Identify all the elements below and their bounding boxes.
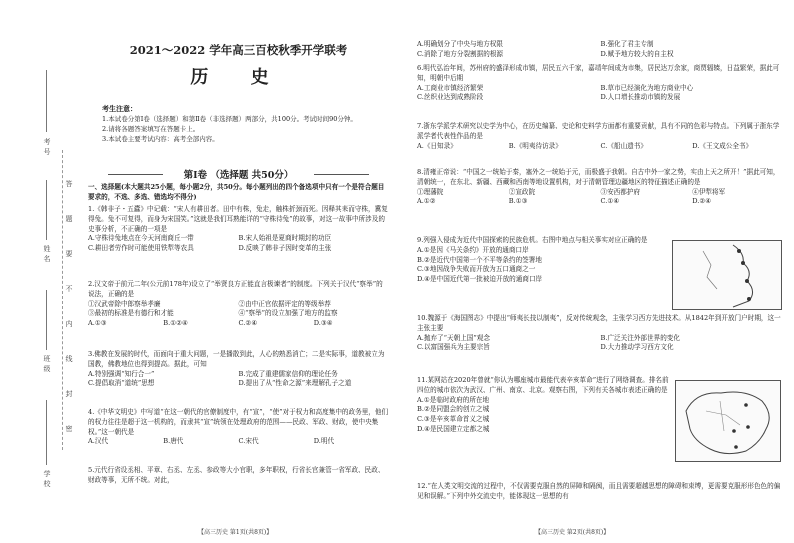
label-school: 学校 — [43, 470, 51, 490]
option-b[interactable]: B.②是近代中国第一个不平等条约的签署地 — [417, 255, 542, 264]
option-d[interactable]: D.④是中国近代第一批被迫开放的通商口岸 — [417, 275, 543, 284]
question-stem: 10.魏源于《海国图志》中提出“师夷长技以制夷”，反对传统观念，主张学习西方先进技术。从1842年到开放门户时期，这一主张主要 — [417, 314, 781, 332]
cut-2: 题 — [65, 215, 73, 225]
option-b[interactable]: B.①③ — [508, 197, 528, 206]
subject-title: 历 史 — [190, 67, 287, 88]
section-heading: 第Ⅰ卷 （选择题 共50分） — [183, 170, 294, 181]
option-d[interactable]: D.人口增长推动市镇的发展 — [600, 93, 681, 102]
note-item: 3.本试卷主要考试内容：高考全部内容。 — [102, 135, 219, 143]
option-a[interactable]: A.明确划分了中央与地方权限 — [417, 40, 503, 48]
china-map-figure — [675, 380, 781, 462]
options — [417, 142, 784, 152]
statement-2: ②宣政院 — [508, 187, 536, 196]
option-a[interactable]: A.《日知录》 — [417, 141, 457, 150]
question-11 — [417, 376, 672, 435]
binding-dashed-line — [62, 150, 63, 450]
option-b[interactable]: B.广泛关注外部世界的变化 — [600, 333, 680, 342]
option-b[interactable]: B.唐代 — [163, 437, 184, 446]
option-a[interactable]: A.抛弃了“天朝上国”观念 — [417, 333, 490, 342]
option-c[interactable]: C.消除了地方分裂割据的根源 — [417, 49, 504, 58]
school-line — [46, 400, 47, 465]
statement-4: ④“察举”的设立加强了地方的监察 — [238, 309, 338, 318]
option-b[interactable]: B.草市已经演化为地方商业中心 — [600, 83, 694, 92]
option-d[interactable]: D.大力推动学习西方文化 — [600, 343, 674, 352]
option-b[interactable]: B.②是同盟会的创立之城 — [417, 405, 490, 414]
question-stem: 4.《中华文明史》中写道“在这一朝代的官僚制度中，有“宣”，“使”对于权力和高度集中的政务里，他们的权力往往是超于这一机构的，而隶其“宣”统领在处理政府的范围——民政、军政、财政，使中央集权。”这一朝代是 — [88, 408, 389, 436]
question-10 — [417, 314, 784, 353]
option-c[interactable]: C.②④ — [238, 319, 258, 328]
question-stem: 11.某网站在2020年曾就“你认为哪座城市最能代表辛亥革命”进行了网络调查。排名前四位的城市依次为武汉、广州、南京、北京。观察右图，下列有关各城市表述正确的是 — [417, 376, 669, 394]
option-d[interactable]: D.③④ — [313, 319, 333, 328]
question-9 — [417, 236, 672, 285]
section-rule-right — [314, 174, 369, 175]
note-item: 2.请将各题答案填写在答题卡上。 — [102, 125, 200, 133]
label-name: 姓名 — [43, 245, 51, 265]
statements — [417, 188, 784, 198]
exam-number-line — [46, 70, 47, 132]
options — [88, 234, 389, 254]
question-stem: 5.元代行省设丞相、平章、右丞、左丞、参政等大小官职，多年职权，行省长官兼管一省军政、民政、财政等事，无所不统。对此， — [88, 466, 385, 484]
question-7 — [417, 122, 784, 151]
question-stem: 12.“在人类文明交流的过程中，不仅需要克服自然的屏障和隔阂，而且需要超越思想的障碍和束缚，更需要克服形形色色的偏见和误解。”下列中外交流史中，能体现这一思想的有 — [417, 482, 781, 500]
label-class: 班级 — [43, 355, 51, 375]
statement-3: ③最初的标准是有德行和才能 — [88, 309, 174, 318]
options — [88, 437, 389, 447]
option-c[interactable]: C.丝织业达到成熟阶段 — [417, 93, 484, 102]
question-12 — [417, 482, 784, 502]
question-stem: 1.《韩非子・五蠹》中记载：“宋人有耕田者。田中有株，兔走，触株折颈而死。因释其耒而守株，冀复得兔。兔不可复得，而身为宋国笑。”这就是我们耳熟能详的“守株待兔”的故事，对这一故事中所涉及的史事分析，不正确的一项是 — [88, 205, 388, 233]
exam-title: 2021～2022 学年高三百校秋季开学联考 — [129, 43, 348, 57]
question-3 — [88, 350, 389, 389]
class-line — [46, 290, 47, 350]
option-c[interactable]: C.《船山遗书》 — [600, 141, 647, 150]
question-stem: 6.明代弘治年间，苏州府的盛泽形成市镇，居民五六千家，嘉靖年间成为市集，居民达万余家，商贾辐辏，日益繁荣，据此可知，明朝中后期 — [417, 64, 780, 82]
option-c[interactable]: C.③地因战争失败而开放为五口通商之一 — [417, 265, 536, 274]
cut-8: 密 — [65, 425, 73, 435]
question-stem: 7.浙东学派学术研究以史学为中心，在历史编纂、史论和史料学方面都有重要贡献，具有不同的色彩与特点。下列属于浙东学派学者代表性作品的是 — [417, 122, 780, 140]
question-4 — [88, 408, 389, 447]
name-line — [46, 180, 47, 240]
statement-1: ①理藩院 — [417, 187, 444, 196]
coastal-map-figure — [672, 240, 782, 310]
option-a[interactable]: A.工商业市镇经济繁荣 — [417, 83, 484, 92]
option-a[interactable]: A.特别强调“知行合一” — [88, 369, 155, 378]
statement-1: ①汉武帝除中郎察举孝廉 — [88, 299, 161, 308]
note-item: 1.本试卷分第Ⅰ卷（选择题）和第Ⅱ卷（非选择题）两部分，共100分。考试时间90分钟。 — [102, 115, 357, 123]
question-stem: 2.汉文帝于前元二年(公元前178年)设立了“举贤良方正能直言极谏者”的制度。下列关于汉代“察举”的说法，正确的是 — [88, 280, 383, 298]
option-a[interactable]: A.①② — [417, 197, 436, 206]
question-1 — [88, 205, 389, 254]
statement-3: ③安西都护府 — [600, 187, 641, 196]
option-b[interactable]: B.《明夷待访录》 — [508, 141, 562, 150]
option-d[interactable]: D.④是民国建立定都之城 — [417, 424, 490, 433]
cut-5: 内 — [65, 320, 73, 330]
option-b[interactable]: B.宋人始祖是夏商时期封的功臣 — [238, 234, 332, 243]
option-d[interactable]: D.②④ — [692, 197, 712, 206]
option-c[interactable]: C.以富国强兵为主要宗旨 — [417, 343, 490, 352]
page-footer: 【高三历史 第1页(共8页)】 — [198, 529, 273, 536]
cut-3: 要 — [65, 250, 73, 260]
option-c[interactable]: C.耕田者劳作时可能使用铁犁等农具 — [88, 244, 194, 253]
question-5-options — [417, 40, 784, 60]
option-a[interactable]: A.汉代 — [88, 437, 109, 446]
option-b[interactable]: B.强化了君主专制 — [600, 40, 654, 48]
option-d[interactable]: D.明代 — [313, 437, 335, 446]
answers — [88, 319, 389, 329]
answers — [417, 197, 784, 207]
option-a[interactable]: A.①③ — [88, 319, 107, 328]
cut-7: 封 — [65, 390, 73, 400]
option-b[interactable]: B.完成了重建儒家信仰的理论任务 — [238, 369, 338, 378]
option-c[interactable]: C.③是辛亥革命首义之城 — [417, 415, 490, 424]
question-stem: 3.佛教在发展的时代，而面向于重大问题，一是播散到此，人心的熟悉消亡；二是实际事，道教被立为国教，佛教地位也得到提高。据此，可知 — [88, 350, 385, 368]
statements — [88, 300, 389, 320]
right-page — [397, 0, 794, 543]
page-footer: 【高三历史 第2页(共8页)】 — [535, 529, 610, 536]
option-c[interactable]: C.宋代 — [238, 437, 259, 446]
china-map-drawing — [676, 381, 780, 461]
question-5 — [88, 466, 389, 486]
notes-heading: 考生注意： — [102, 104, 137, 113]
options — [88, 370, 389, 390]
option-d[interactable]: D.提出了从“性命之源”来理解孔子之道 — [238, 379, 352, 388]
question-2 — [88, 280, 389, 329]
cut-1: 答 — [65, 180, 73, 190]
option-a[interactable]: A.①是临时政府的所在地 — [417, 395, 490, 404]
binding-margin — [0, 0, 78, 543]
question-8 — [417, 168, 784, 207]
statement-2: ②由中正官依据评定的等级举荐 — [238, 299, 331, 308]
cut-6: 线 — [65, 355, 73, 365]
cut-4: 不 — [65, 285, 73, 295]
options — [417, 40, 784, 60]
exam-notes — [102, 104, 357, 144]
label-exam-number: 考号 — [43, 138, 51, 158]
options — [417, 84, 784, 104]
option-a[interactable]: A.①是因《马关条约》开放的通商口岸 — [417, 245, 529, 254]
option-a[interactable]: A.守株待兔地点在今天河南商丘一带 — [88, 234, 194, 243]
option-d[interactable]: D.《王文成公全书》 — [692, 141, 753, 150]
options — [417, 334, 784, 354]
question-stem: 9.列强入侵成为近代中国探索的民族危机。右图中地点与相关事实对应正确的是 — [417, 236, 648, 244]
option-c[interactable]: C.①④ — [600, 197, 620, 206]
option-d[interactable]: D.反映了韩非子因时变革的主张 — [238, 244, 332, 253]
instruction: 一、选择题(本大题共25小题，每小题2分，共50分。每小题列出的四个备选项中只有一个是符合题目要求的，不选、多选、错选均不得分) — [88, 183, 385, 201]
question-stem: 8.清雍正帝说：“中国之一统始于秦，塞外之一统始于元，而极盛于我朝。自古中外一家之势，实由上天之所开！”据此可知，清朝统一，在东北、新疆、西藏和西南等地设置机构，对于清朝管理边疆地区的特征描述正确的是 — [417, 168, 780, 186]
coastal-map-drawing — [673, 241, 781, 309]
option-c[interactable]: C.提倡取消“道统”思想 — [88, 379, 155, 388]
option-b[interactable]: B.①②④ — [163, 319, 188, 328]
statement-4: ④伊犁将军 — [692, 187, 726, 196]
option-d[interactable]: D.赋予地方较大的自主权 — [600, 49, 674, 58]
question-6 — [417, 64, 784, 103]
